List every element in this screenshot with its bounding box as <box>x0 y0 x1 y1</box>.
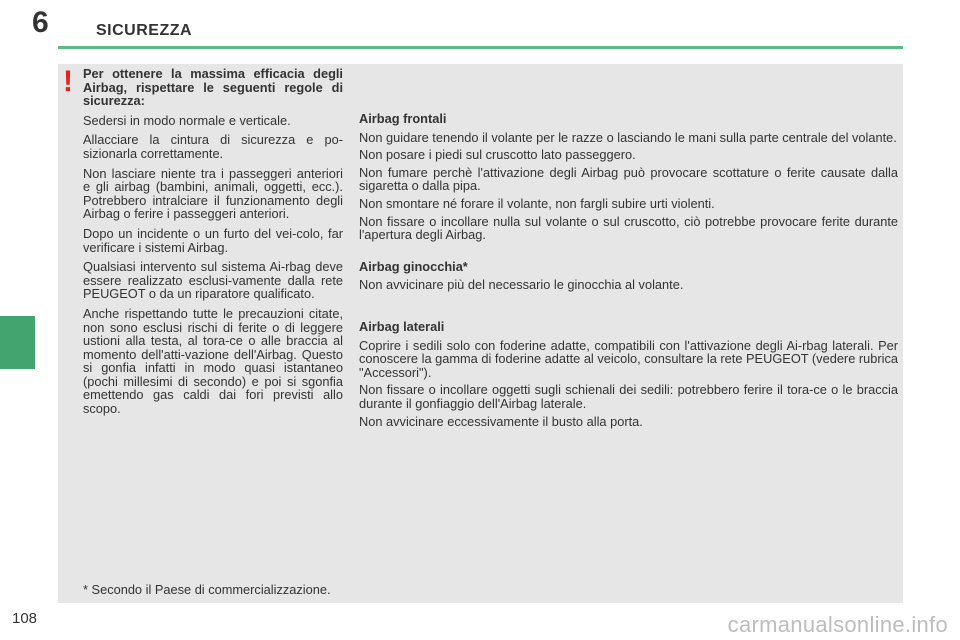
warning-paragraph: Qualsiasi intervento sul sistema Ai-rbag deve essere realizzato esclusi-vamente dalla rete PEUGEOT o da un riparatore qualificato. <box>83 259 343 302</box>
warning-paragraph: Sedersi in modo normale e verticale. <box>83 112 291 128</box>
warning-paragraph: Dopo un incidente o un furto del vei-colo, far verificare i sistemi Airbag. <box>83 225 343 255</box>
chapter-tab-marker <box>0 316 35 369</box>
section-airbag-laterali <box>359 320 898 428</box>
section-paragraph: Non avvicinare più del necessario le ginocchia al volante. <box>359 277 684 293</box>
warning-paragraph: Anche rispettando tutte le precauzioni citate, non sono esclusi rischi di ferite o di leggere ustioni alla testa, al tora-ce o alle braccia al momento dell'atti-vazione dell'Airbag. Questo si gonfia infatti in modo quasi istantaneo (pochi millesimi di secondo) e poi si sgonfia emettendo gas caldi dai fori previsti allo scopo. <box>83 305 343 417</box>
chapter-title: SICUREZZA <box>96 22 193 39</box>
section-title: Airbag frontali <box>359 111 447 126</box>
section-paragraph: Non posare i piedi sul cruscotto lato passeggero. <box>359 147 636 163</box>
section-paragraph: Non fumare perchè l'attivazione degli Airbag può provocare scottature o ferite causate dalla sigaretta o dalla pipa. <box>359 164 898 194</box>
exclamation-icon: ! <box>63 65 73 98</box>
section-paragraph: Non avvicinare eccessivamente il busto alla porta. <box>359 413 643 429</box>
warning-paragraph: Allacciare la cintura di sicurezza e po-sizionarla correttamente. <box>83 132 343 161</box>
section-paragraph: Non fissare o incollare oggetti sugli schienali dei sedili: potrebbero ferire il tora-ce o le braccia durante il gonfiaggio dell'Airbag laterale. <box>359 382 898 411</box>
footnote: * Secondo il Paese di commercializzazione. <box>83 582 331 597</box>
section-spacer <box>359 246 898 260</box>
page-number: 108 <box>12 610 38 627</box>
section-paragraph: Non guidare tenendo il volante per le razze o lasciando le mani sulla parte centrale del volante. <box>359 129 897 145</box>
warning-paragraph: Non lasciare niente tra i passeggeri anteriori e gli airbag (bambini, animali, oggetti, ecc.). Potrebbero intralciare il funzionamento degli Airbag o ferire i passeggeri anteriori. <box>83 165 343 222</box>
section-paragraph: Coprire i sedili solo con foderine adatte, compatibili con l'attivazione degli Ai-rbag laterali. Per conoscere la gamma di foderine adatte al veicolo, consultare la rete PEUGEOT (vedere rubrica "Accessori"). <box>359 337 898 380</box>
warning-column <box>83 67 343 422</box>
section-spacer <box>359 296 898 320</box>
warning-lead: Per ottenere la massima efficacia degli Airbag, rispettare le seguenti regole di sicurezza: <box>83 66 343 109</box>
watermark: carmanualsonline.info <box>727 612 948 637</box>
section-airbag-frontali <box>359 112 898 242</box>
section-paragraph: Non fissare o incollare nulla sul volante o sul cruscotto, ciò potrebbe provocare ferite durante l'apertura degli Airbag. <box>359 213 898 243</box>
section-title: Airbag laterali <box>359 318 445 334</box>
section-airbag-ginocchia <box>359 260 898 292</box>
section-title: Airbag ginocchia* <box>359 258 468 274</box>
section-paragraph: Non smontare né forare il volante, non fargli subire urti violenti. <box>359 195 715 211</box>
airbag-sections-column <box>359 112 898 432</box>
header-divider <box>58 46 903 49</box>
chapter-number: 6 <box>32 6 49 39</box>
